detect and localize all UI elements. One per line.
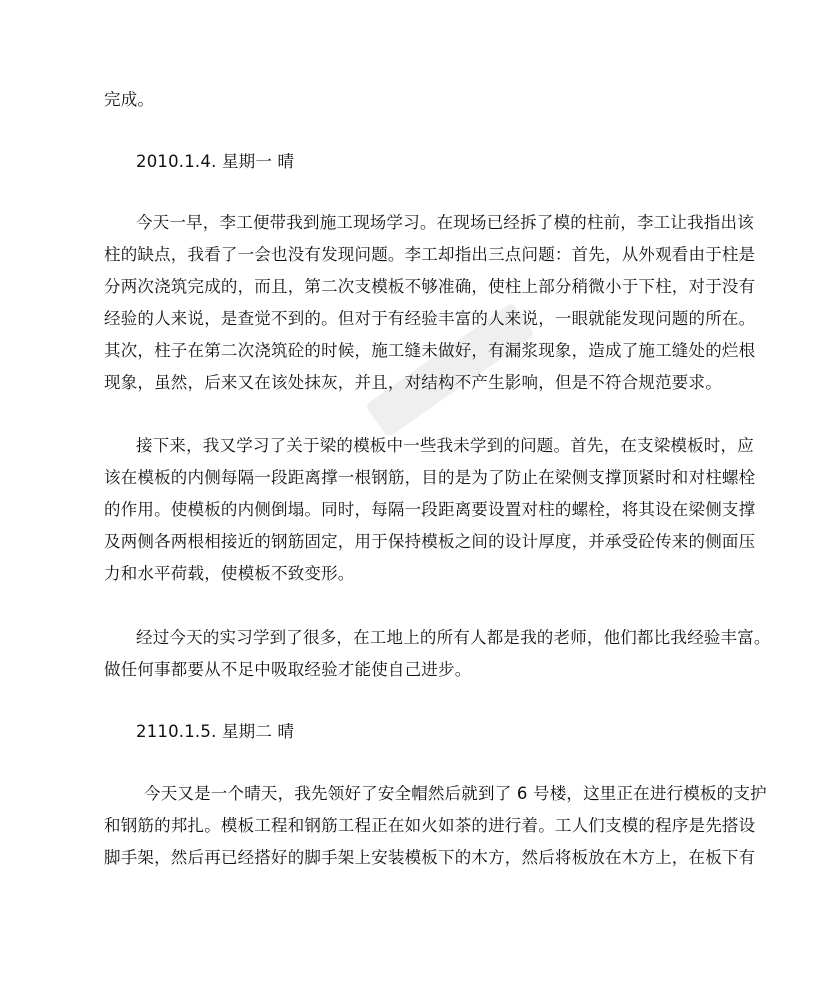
text-line: 脚手架，然后再已经搭好的脚手架上安装模板下的木方，然后将板放在木方上，在板下有 [104, 848, 756, 867]
text-line: 其次，柱子在第二次浇筑砼的时候，施工缝未做好，有漏浆现象，造成了施工缝处的烂根 [104, 341, 756, 360]
text-line: 经验的人来说，是查觉不到的。但对于有经验丰富的人来说，一眼就能发现问题的所在。 [104, 309, 756, 328]
text-line: 力和水平荷载，使模板不致变形。 [104, 564, 355, 583]
text-line: 经过今天的实习学到了很多，在工地上的所有人都是我的老师，他们都比我经验丰富。 [136, 628, 771, 647]
text-line: 今天一早，李工便带我到施工现场学习。在现场已经拆了模的柱前，李工让我指出该 [136, 213, 754, 232]
text-line: 做任何事都要从不足中吸取经验才能使自己进步。 [104, 660, 472, 679]
text-line: 完成。 [104, 90, 155, 109]
text-line: 今天又是一个晴天，我先领好了安全帽然后就到了 6 号楼，这里正在进行模板的支护 [144, 784, 767, 803]
diary-date-heading: 2110.1.5. 星期二 晴 [136, 722, 295, 741]
diary-date-heading: 2010.1.4. 星期一 晴 [136, 152, 295, 171]
text-line: 接下来，我又学习了关于梁的模板中一些我未学到的问题。首先，在支梁模板时，应 [136, 436, 754, 455]
text-line: 柱的缺点，我看了一会也没有发现问题。李工却指出三点问题：首先，从外观看由于柱是 [104, 245, 756, 264]
text-line: 现象，虽然，后来又在该处抹灰，并且，对结构不产生影响，但是不符合规范要求。 [104, 373, 722, 392]
text-line: 该在模板的内侧每隔一段距离撑一根钢筋，目的是为了防止在梁侧支撑顶紧时和对柱螺栓 [104, 468, 756, 487]
text-line: 及两侧各两根相接近的钢筋固定，用于保持模板之间的设计厚度，并承受砼传来的侧面压 [104, 532, 756, 551]
text-line: 分两次浇筑完成的，而且，第二次支模板不够准确，使柱上部分稍微小于下柱，对于没有 [104, 277, 756, 296]
text-line: 和钢筋的邦扎。模板工程和钢筋工程正在如火如茶的进行着。工人们支模的程序是先搭设 [104, 816, 756, 835]
text-line: 的作用。使模板的内侧倒塌。同时，每隔一段距离要设置对柱的螺栓，将其设在梁侧支撑 [104, 500, 756, 519]
